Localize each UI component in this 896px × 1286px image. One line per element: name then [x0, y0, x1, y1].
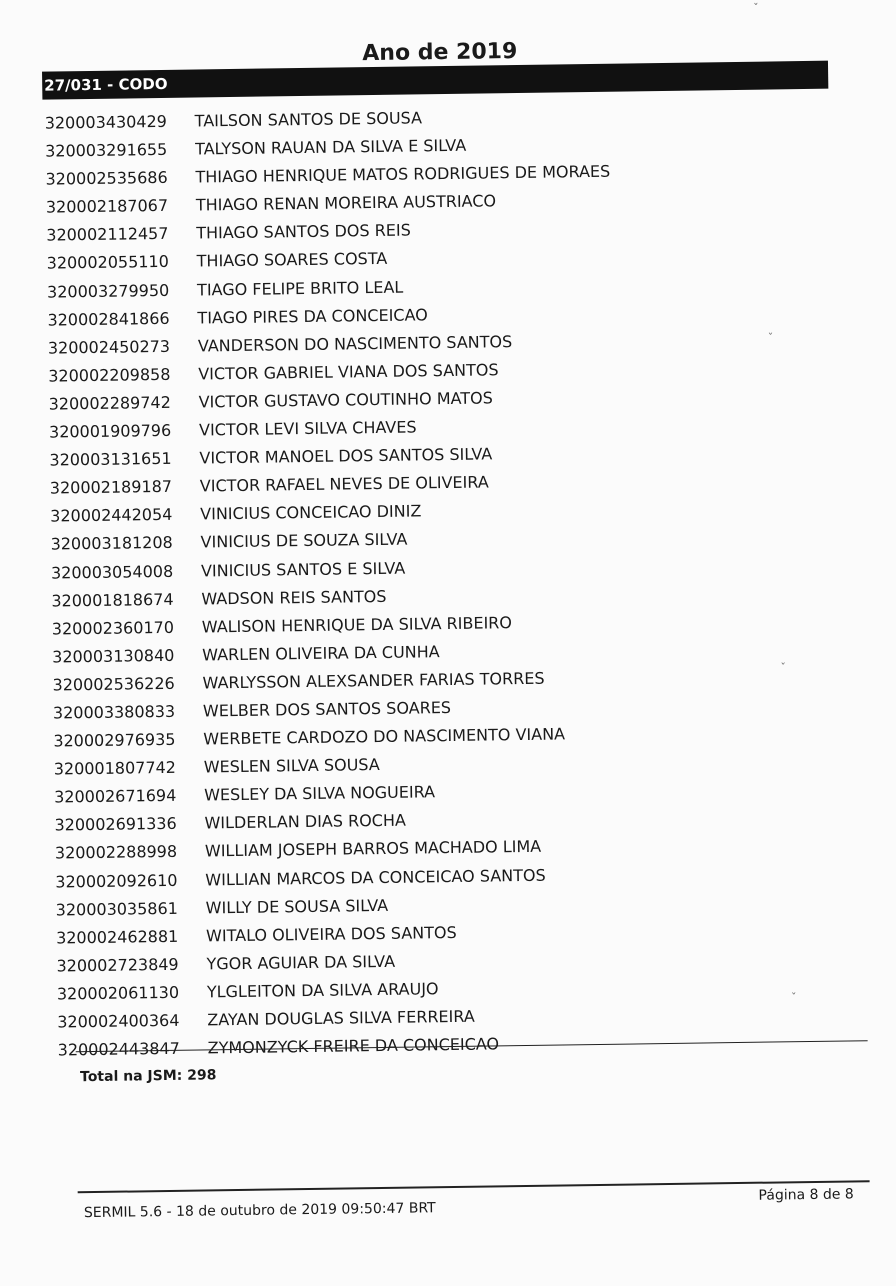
record-name: THIAGO RENAN MOREIRA AUSTRIACO — [195, 191, 497, 215]
scan-mark: ˇ — [753, 1, 759, 15]
record-name: VICTOR GABRIEL VIANA DOS SANTOS — [198, 360, 499, 384]
record-name: ZAYAN DOUGLAS SILVA FERREIRA — [207, 1006, 475, 1030]
record-id: 320002723849 — [56, 954, 179, 976]
record-name: THIAGO SANTOS DOS REIS — [196, 220, 411, 243]
total-count: Total na JSM: 298 — [79, 1067, 217, 1086]
record-name: TAILSON SANTOS DE SOUSA — [194, 108, 423, 131]
record-id: 320002061130 — [56, 982, 180, 1004]
record-name: WESLEY DA SILVA NOGUEIRA — [204, 782, 436, 805]
record-id: 320002187067 — [45, 196, 169, 217]
record-id: 320002400364 — [57, 1010, 180, 1032]
record-id: 320002360170 — [51, 617, 175, 639]
record-id: 320002535686 — [45, 168, 168, 189]
record-name: WILDERLAN DIAS ROCHA — [204, 810, 407, 833]
records-list — [45, 99, 838, 1065]
record-name: WADSON REIS SANTOS — [201, 586, 387, 609]
record-id: 320002841866 — [47, 308, 170, 330]
record-id: 320003279950 — [46, 280, 170, 302]
record-name: YGOR AGUIAR DA SILVA — [206, 951, 396, 974]
record-id: 320001807742 — [53, 757, 177, 779]
record-id: 320003380833 — [52, 701, 176, 723]
record-id: 320003035861 — [55, 898, 179, 920]
record-name: WILLIAN MARCOS DA CONCEICAO SANTOS — [205, 865, 546, 889]
record-id: 320002055110 — [46, 252, 169, 274]
record-name: VICTOR LEVI SILVA CHAVES — [198, 417, 417, 440]
record-name: TALYSON RAUAN DA SILVA E SILVA — [194, 135, 467, 159]
record-name: VINICIUS DE SOUZA SILVA — [200, 529, 408, 552]
page-number: Página 8 de 8 — [758, 1186, 854, 1204]
record-id: 320002189187 — [49, 477, 173, 498]
record-id: 320002443847 — [57, 1038, 180, 1060]
page-title: Ano de 2019 — [362, 39, 518, 67]
record-id: 320002092610 — [55, 870, 178, 892]
record-name: VICTOR GUSTAVO COUTINHO MATOS — [198, 388, 493, 412]
record-id: 320002442054 — [50, 505, 173, 526]
record-id: 320003430429 — [44, 111, 168, 133]
record-id: 320001909796 — [48, 420, 172, 442]
record-name: VINICIUS CONCEICAO DINIZ — [200, 501, 422, 524]
record-id: 320002671694 — [54, 786, 177, 807]
record-id: 320003130840 — [52, 645, 175, 667]
record-name: WILLY DE SOUSA SILVA — [205, 895, 389, 918]
record-id: 320002536226 — [52, 673, 175, 695]
record-name: WARLYSSON ALEXSANDER FARIAS TORRES — [202, 668, 545, 693]
record-name: VICTOR MANOEL DOS SANTOS SILVA — [199, 444, 493, 468]
record-name: YLGLEITON DA SILVA ARAUJO — [206, 979, 439, 1002]
record-name: WILLIAM JOSEPH BARROS MACHADO LIMA — [204, 837, 542, 861]
record-name: WALISON HENRIQUE DA SILVA RIBEIRO — [201, 612, 513, 637]
record-id: 320003181208 — [50, 533, 173, 554]
record-id: 320001818674 — [51, 589, 174, 611]
record-name: THIAGO SOARES COSTA — [196, 249, 388, 271]
record-id: 320002289742 — [48, 392, 171, 414]
record-name: WERBETE CARDOZO DO NASCIMENTO VIANA — [203, 724, 566, 749]
record-name: VANDERSON DO NASCIMENTO SANTOS — [197, 331, 513, 356]
record-id: 320002288998 — [54, 842, 178, 863]
record-id: 320003291655 — [45, 139, 168, 161]
scan-mark: ˇ — [790, 991, 797, 1005]
record-name: TIAGO FELIPE BRITO LEAL — [196, 277, 404, 300]
record-name: TIAGO PIRES DA CONCEICAO — [197, 304, 428, 328]
record-id: 320002976935 — [53, 729, 176, 751]
record-name: WITALO OLIVEIRA DOS SANTOS — [205, 922, 457, 946]
record-id: 320002462881 — [55, 926, 179, 948]
record-name: VINICIUS SANTOS E SILVA — [200, 558, 406, 580]
record-name: WARLEN OLIVEIRA DA CUNHA — [202, 641, 440, 665]
record-id: 320002691336 — [54, 814, 177, 835]
record-id: 320002112457 — [46, 224, 169, 245]
record-id: 320002450273 — [47, 336, 171, 358]
record-id: 320002209858 — [48, 364, 171, 386]
record-name: ZYMONZYCK FREIRE DA CONCEICAO — [207, 1034, 500, 1058]
record-name: WESLEN SILVA SOUSA — [203, 755, 380, 777]
footer-timestamp: SERMIL 5.6 - 18 de outubro de 2019 09:50:47 BRT — [83, 1200, 436, 1222]
section-header-bar: 27/031 - CODO — [42, 61, 828, 100]
footer-divider — [78, 1180, 870, 1193]
record-id: 320003131651 — [49, 448, 172, 470]
record-name: THIAGO HENRIQUE MATOS RODRIGUES DE MORAES — [195, 161, 611, 187]
record-id: 320003054008 — [50, 561, 174, 583]
record-name: VICTOR RAFAEL NEVES DE OLIVEIRA — [199, 472, 489, 496]
scan-mark: ˇ — [767, 331, 774, 345]
record-name: WELBER DOS SANTOS SOARES — [202, 697, 452, 721]
scan-mark: ˇ — [780, 661, 787, 675]
